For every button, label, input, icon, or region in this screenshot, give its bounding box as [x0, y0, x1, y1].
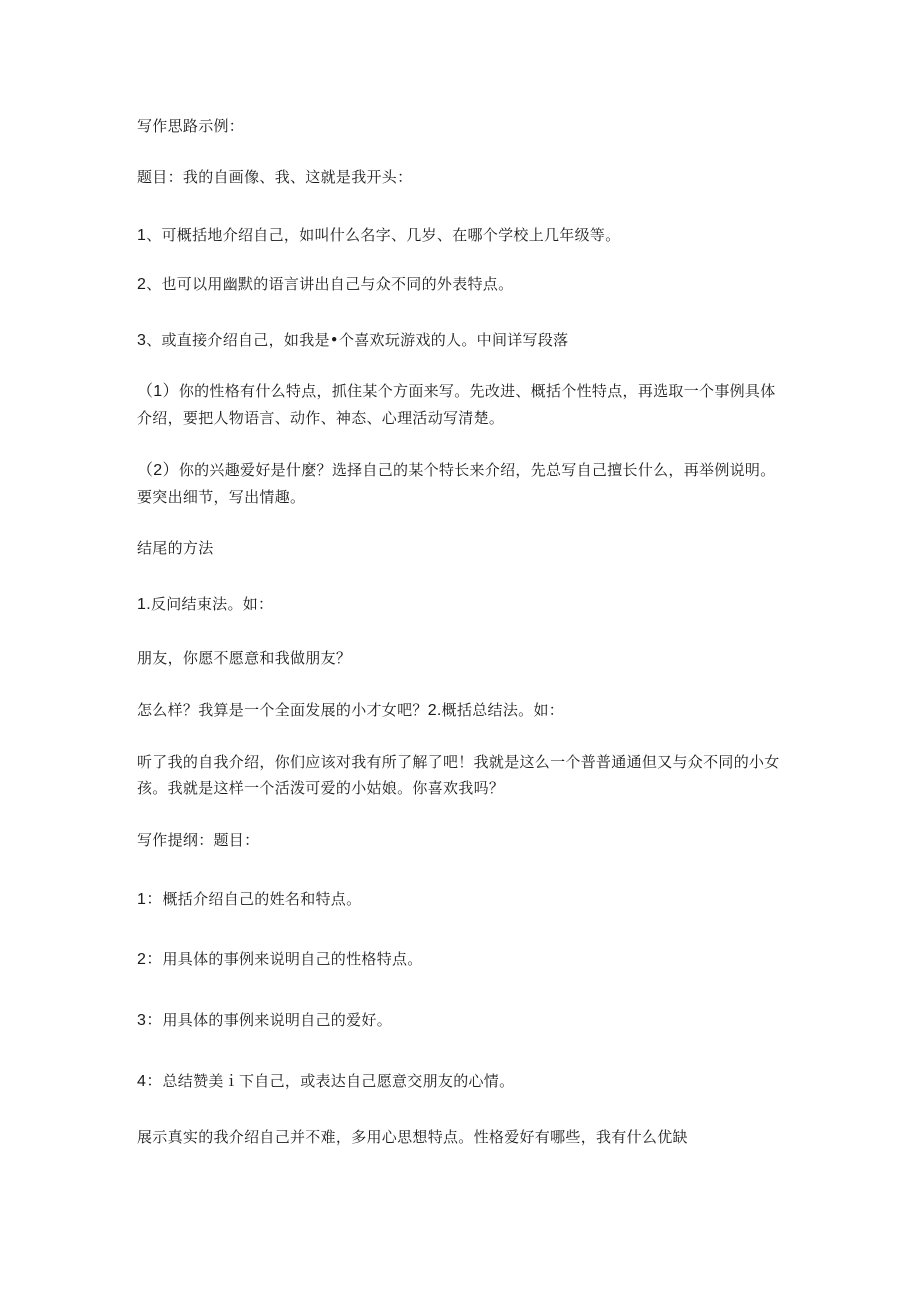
opening-point-1 — [137, 222, 787, 249]
heading-text: 写作思路示例： — [137, 117, 245, 135]
topic-line — [137, 164, 787, 190]
outline-text: 概括介绍自己的姓名和特点。 — [162, 890, 362, 908]
middle-paragraph-1 — [137, 378, 787, 431]
point-number: 2 — [137, 276, 147, 293]
closing-text: 展示真实的我介绍自己并不难，多用心思想特点。性格爱好有哪些，我有什么优缺 — [137, 1128, 688, 1146]
paragraph-number: （1） — [137, 383, 179, 400]
method-number: 1. — [137, 596, 151, 613]
point-text: 、可概括地介绍自己，如叫什么名字、几岁、在哪个学校上几年级等。 — [146, 226, 621, 244]
section-heading-ending-methods — [137, 535, 787, 561]
method-text: 反问结束法。如： — [150, 595, 274, 613]
example-line-2 — [137, 697, 787, 724]
outline-number: 3： — [137, 1012, 163, 1029]
heading-text: 写作提纲：题目： — [137, 831, 260, 849]
ending-method-1 — [137, 591, 787, 618]
point-text: 、或直接介绍自己，如我是•个喜欢玩游戏的人。中间详写段落 — [146, 331, 569, 349]
point-text: 、也可以用幽默的语言讲出自己与众不同的外表特点。 — [146, 275, 514, 293]
example-text: 朋友，你愿不愿意和我做朋友？ — [137, 649, 352, 667]
section-heading-outline — [137, 827, 787, 853]
outline-text: 用具体的事例来说明自己的性格特点。 — [162, 950, 423, 968]
closing-paragraph — [137, 1124, 787, 1150]
outline-number: 1： — [137, 891, 163, 908]
paragraph-number: （2） — [137, 462, 179, 479]
outline-text: 总结赞美ｉ下自己，或表达自己愿意交朋友的心情。 — [162, 1072, 515, 1090]
outline-item-1 — [137, 886, 787, 913]
paragraph-text: 你的性格有什么特点，抓住某个方面来写。先改进、概括个性特点，再选取一个事例具体介绍，要把人物语言、动作、神态、心理活动写清楚。 — [137, 382, 776, 427]
point-number: 3 — [137, 332, 147, 349]
example-line-1 — [137, 645, 787, 671]
opening-point-2 — [137, 271, 787, 298]
outline-item-4 — [137, 1068, 787, 1095]
outline-number: 2： — [137, 951, 163, 968]
middle-paragraph-2 — [137, 457, 787, 510]
topic-text: 题目：我的自画像、我、这就是我开头： — [137, 168, 413, 186]
example-text: 怎么样？我算是一个全面发展的小才女吧？ — [137, 701, 428, 719]
outline-item-2 — [137, 946, 787, 973]
paragraph-text: 你的兴趣爱好是什麼？选择自己的某个特长来介绍，先总写自己擅长什么，再举例说明。要突出细节，写出情趣。 — [137, 461, 776, 506]
method-text: 概括总结法。如： — [441, 701, 565, 719]
section-heading-writing-ideas — [137, 113, 787, 139]
opening-point-3 — [137, 327, 787, 354]
heading-text: 结尾的方法 — [137, 539, 214, 557]
outline-item-3 — [137, 1007, 787, 1034]
example-text: 听了我的自我介绍，你们应该对我有所了解了吧！我就是这么一个普普通通但又与众不同的小女孩。我就是这样一个活泼可爱的小姑娘。你喜欢我吗？ — [137, 753, 780, 797]
example-paragraph — [137, 749, 787, 801]
outline-number: 4： — [137, 1073, 163, 1090]
outline-text: 用具体的事例来说明自己的爱好。 — [162, 1011, 393, 1029]
point-number: 1 — [137, 227, 147, 244]
method-number: 2. — [427, 702, 442, 719]
